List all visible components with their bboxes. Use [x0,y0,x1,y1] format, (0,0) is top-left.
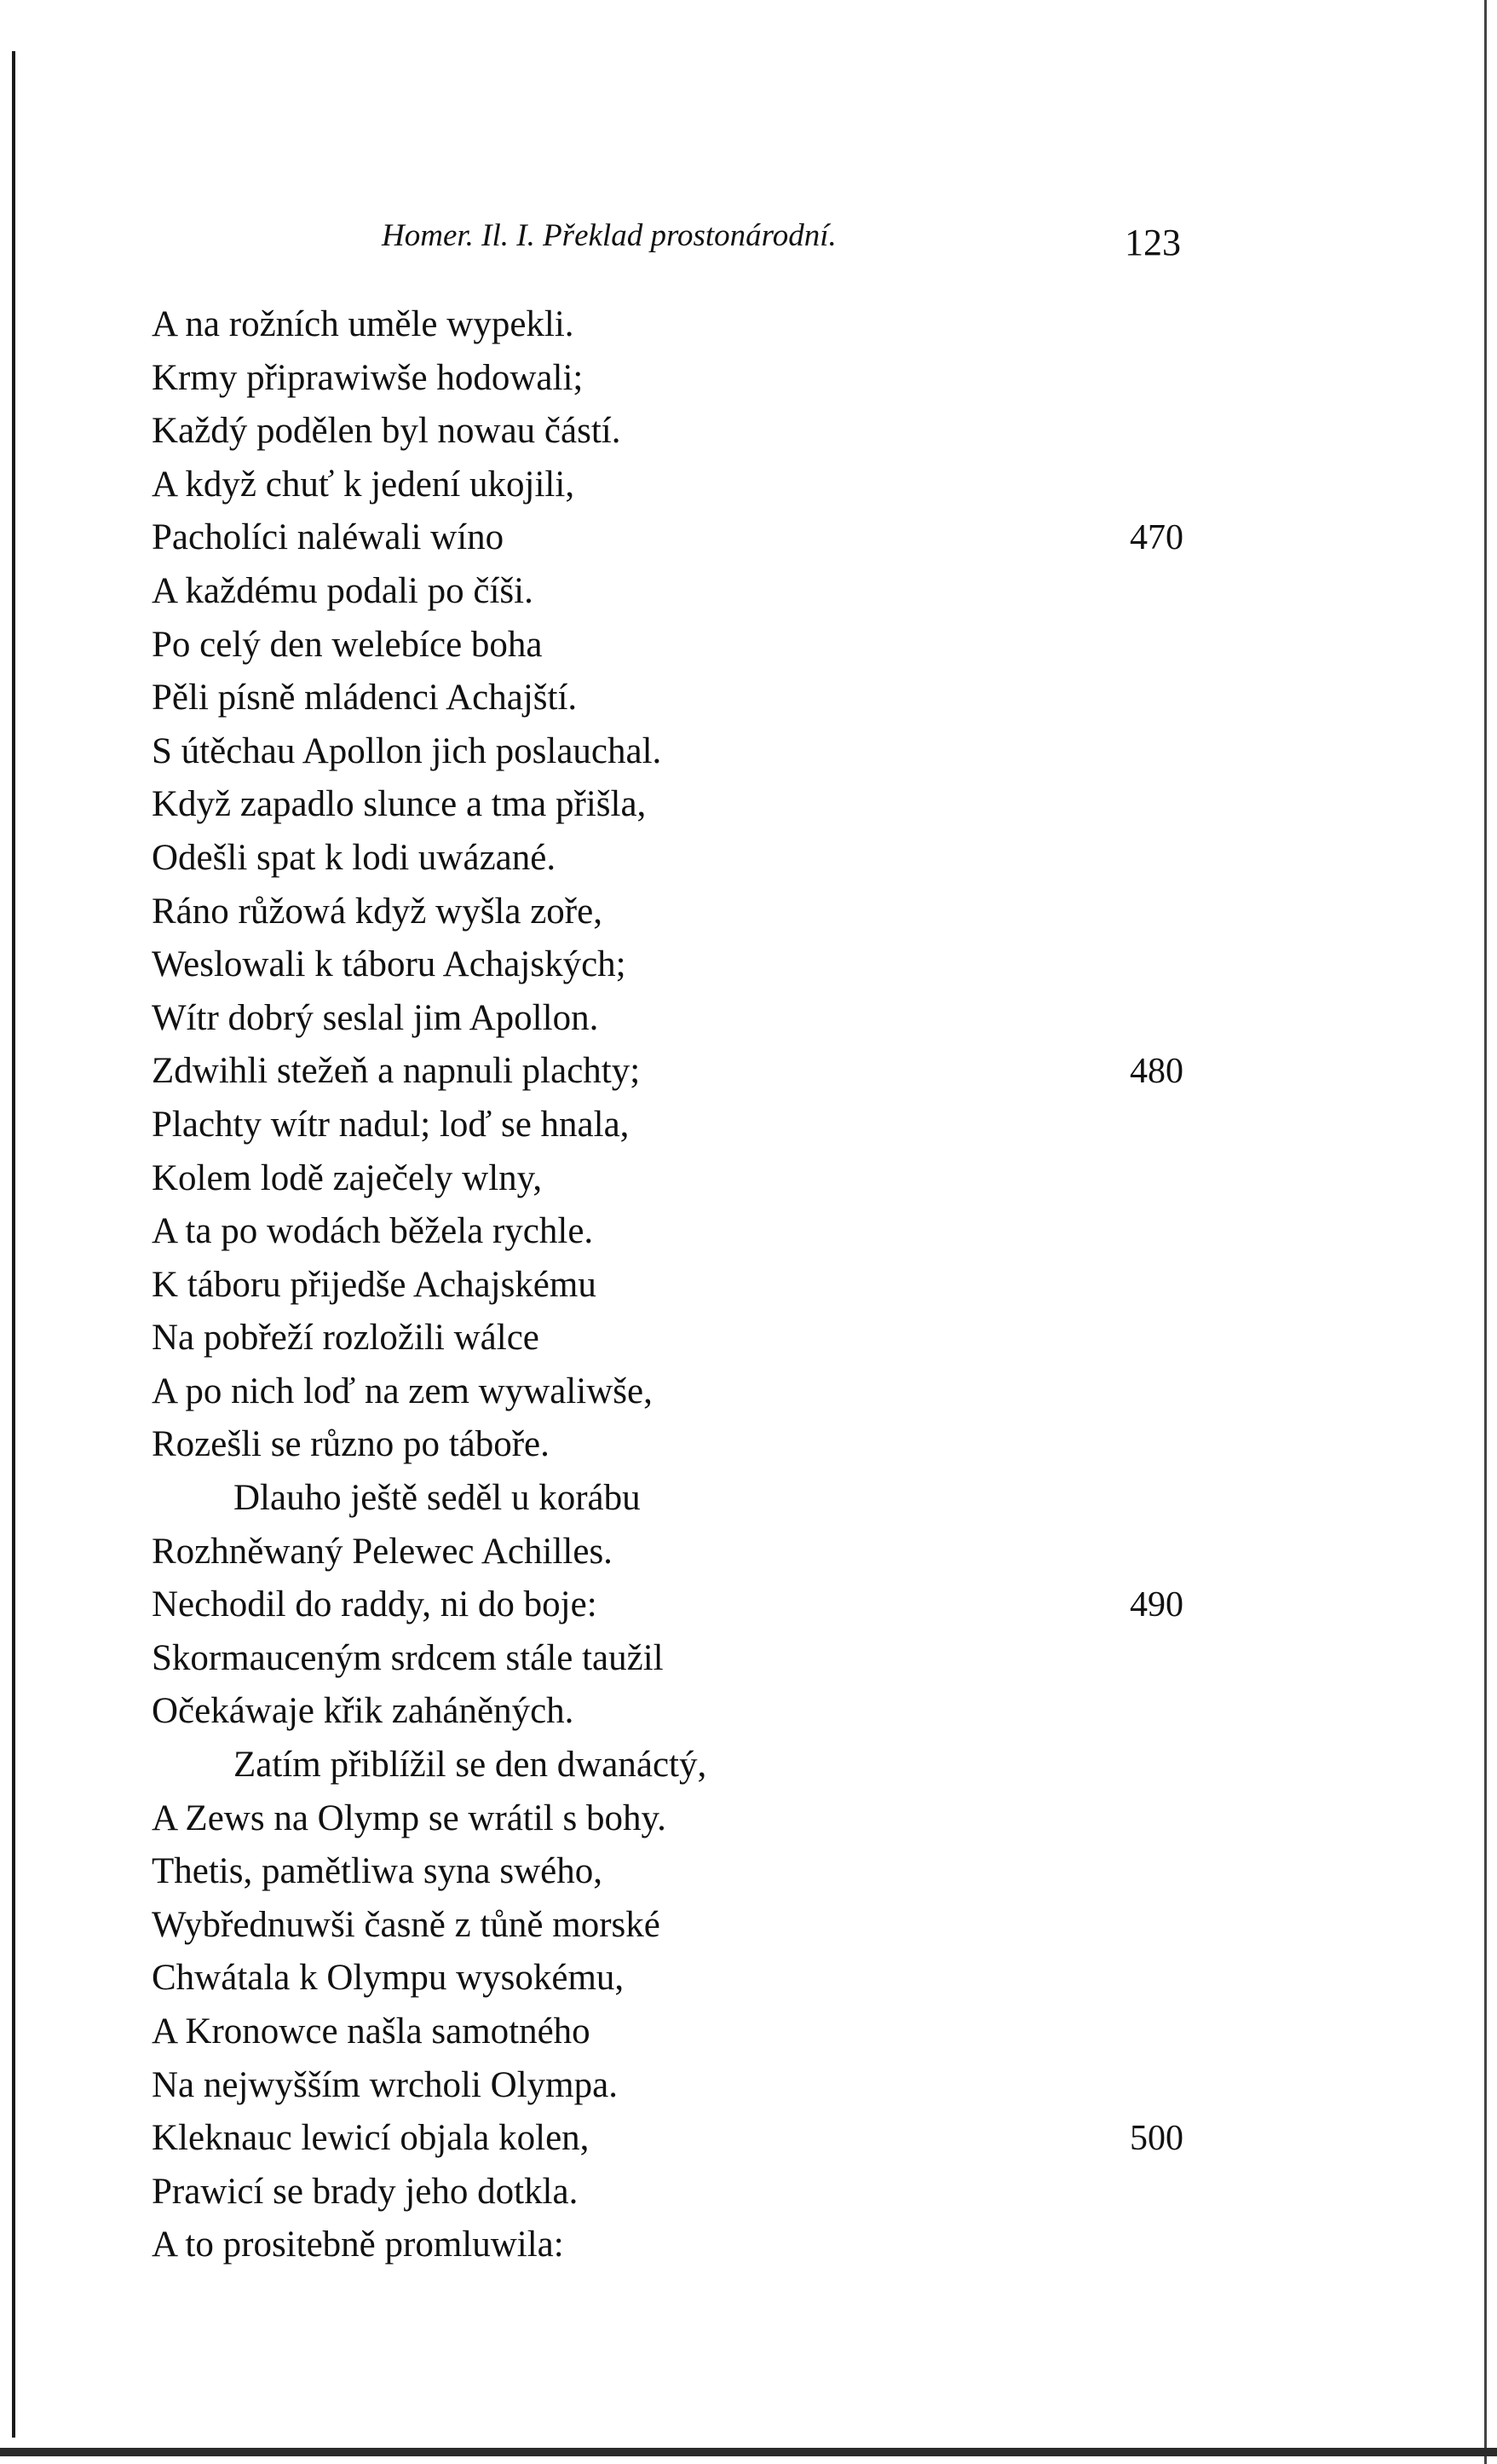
scan-edge-bottom [0,2448,1497,2456]
verse-line [152,778,1217,832]
verse-text: Pacholíci naléwali wíno [152,517,504,558]
verse-line [152,1792,1217,1846]
verse-line [152,459,1217,512]
verse-text: A to prositebně promluwila: [152,2225,564,2265]
verse-line [152,1899,1217,1953]
verse-line [152,1685,1217,1739]
verse-line [152,619,1217,672]
verse-text: Odešli spat k lodi uwázané. [152,837,556,878]
verse-line [152,1312,1217,1365]
verse-text: Rozešli se různo po táboře. [152,1424,550,1465]
verse-line [152,886,1217,939]
verse-text: Kleknauc lewicí objala kolen, [152,2118,590,2159]
verse-line [152,725,1217,779]
verse-line [152,2112,1217,2166]
verse-text: Prawicí se brady jeho dotkla. [152,2171,579,2212]
verse-line [152,1365,1217,1419]
verse-text: Dlauho ještě seděl u korábu [233,1478,641,1519]
verse-line [152,1259,1217,1313]
verse-line [152,1099,1217,1152]
verse-line [152,1205,1217,1259]
line-number: 490 [1130,1585,1183,1625]
scan-edge-left [12,51,15,2438]
line-number: 470 [1130,518,1183,558]
verse-line [152,298,1217,352]
verse-line [152,1472,1217,1526]
verse-text: Na nejwyšším wrcholi Olympa. [152,2064,618,2105]
verse-line [152,2005,1217,2059]
page-header [382,209,1234,268]
verse-line [152,405,1217,459]
verse-line [152,832,1217,886]
verse-text: Když zapadlo slunce a tma přišla, [152,784,647,825]
verse-line [152,1845,1217,1899]
verse-text: Skormauceným srdcem stále taužil [152,1637,664,1678]
verse-line [152,1578,1217,1632]
verse-line [152,2166,1217,2219]
verse-text: A Kronowce našla samotného [152,2011,590,2051]
verse-text: K táboru přijedše Achajskému [152,1264,596,1305]
verse-block [152,298,1217,2272]
verse-text: Rozhněwaný Pelewec Achilles. [152,1531,613,1572]
verse-line [152,1152,1217,1206]
verse-text: Ráno růžowá když wyšla zoře, [152,891,602,932]
verse-line [152,1952,1217,2005]
line-number: 480 [1130,1052,1183,1092]
verse-line [152,1739,1217,1792]
scan-edge-right [1484,0,1487,2464]
verse-text: A když chuť k jedení ukojili, [152,464,575,505]
verse-line [152,352,1217,406]
verse-text: A po nich loď na zem wywaliwše, [152,1370,653,1411]
verse-line [152,672,1217,725]
running-title: Homer. Il. I. Překlad prostonárodní. [382,218,837,253]
verse-line [152,938,1217,992]
verse-text: Zdwihli stežeň a napnuli plachty; [152,1051,641,1092]
verse-text: Kolem lodě zaječely wlny, [152,1157,543,1198]
verse-text: Po celý den welebíce boha [152,624,543,665]
verse-text: Wybřednuwši časně z tůně morské [152,1904,660,1945]
verse-text: Wítr dobrý seslal jim Apollon. [152,997,599,1038]
verse-text: Každý podělen byl nowau částí. [152,411,621,452]
verse-text: Na pobřeží rozložili wálce [152,1318,539,1359]
verse-text: Nechodil do raddy, ni do boje: [152,1584,597,1625]
verse-line [152,992,1217,1046]
verse-text: Weslowali k táboru Achajských; [152,944,626,985]
verse-text: Očekáwaje křik zaháněných. [152,1691,574,1732]
verse-text: A Zews na Olymp se wrátil s bohy. [152,1798,666,1838]
verse-line [152,511,1217,565]
verse-text: A každému podali po číši. [152,570,533,611]
verse-text: Chwátala k Olympu wysokému, [152,1958,625,1999]
verse-text: A ta po wodách běžela rychle. [152,1211,594,1252]
verse-line [152,1632,1217,1686]
verse-line [152,1045,1217,1099]
verse-line [152,2219,1217,2272]
line-number: 500 [1130,2119,1183,2159]
verse-text: S útěchau Apollon jich poslauchal. [152,730,662,771]
verse-line [152,2059,1217,2113]
verse-text: Pěli písně mládenci Achajští. [152,678,578,718]
page-number: 123 [1125,222,1181,263]
verse-text: Krmy připrawiwše hodowali; [152,357,584,398]
verse-text: Thetis, pamětliwa syna swého, [152,1851,603,1892]
verse-text: Zatím přiblížil se den dwanáctý, [233,1745,707,1786]
verse-line [152,565,1217,619]
verse-line [152,1418,1217,1472]
verse-text: A na rožních uměle wypekli. [152,304,574,344]
verse-text: Plachty wítr nadul; loď se hnala, [152,1104,630,1145]
verse-line [152,1526,1217,1579]
